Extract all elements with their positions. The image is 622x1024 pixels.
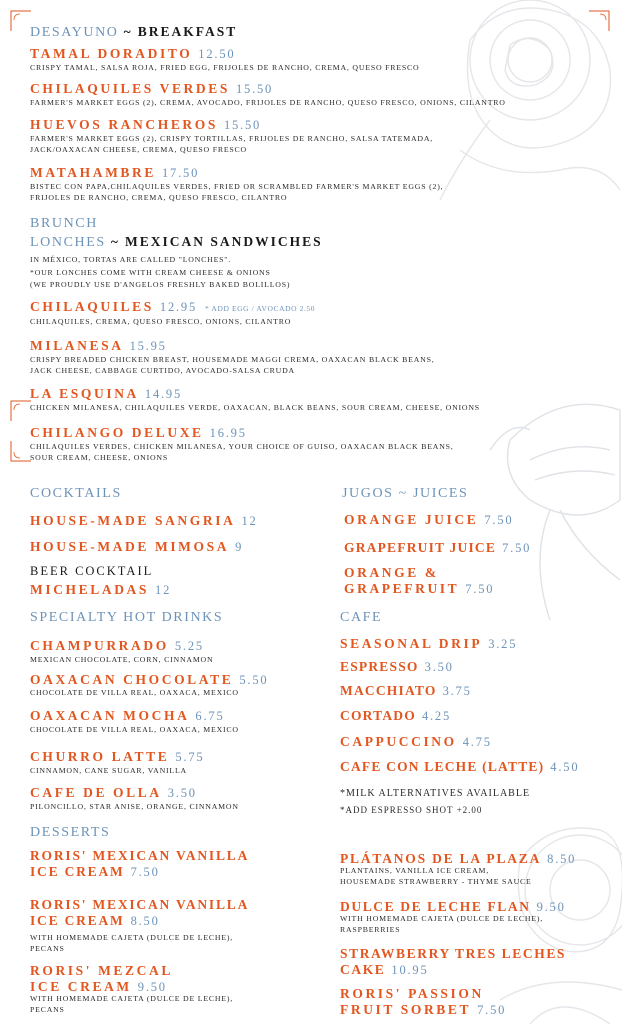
menu-item: RORIS' MEZCAL ICE CREAM 9.50	[30, 963, 173, 994]
item-description: CHILAQUILES VERDES, CHICKEN MILANESA, YOUR CHOICE OF GUISO, OAXACAN BLACK BEANS, SOUR CREAM, CHEESE, ONIONS	[30, 442, 454, 462]
item-description: PILONCILLO, STAR ANISE, ORANGE, CINNAMON	[30, 802, 239, 811]
menu-item: RORIS' MEXICAN VANILLA ICE CREAM 7.50	[30, 848, 250, 879]
menu-item: RORIS' PASSION FRUIT SORBET 7.50	[340, 986, 507, 1017]
menu-item: ESPRESSO 3.50	[340, 659, 454, 674]
menu-item: MICHELADAS 12	[30, 582, 172, 597]
item-description: BISTEC CON PAPA,CHILAQUILES VERDES, FRIED OR SCRAMBLED FARMER'S MARKET EGGS (2), FRIJOLES DE RANCHO, CREMA, QUESO FRESCO, CILANTRO	[30, 182, 444, 202]
menu-item: MATAHAMBRE 17.50	[30, 165, 200, 180]
corner-ornament-left-middle	[10, 400, 32, 422]
menu-item: OAXACAN CHOCOLATE 5.50	[30, 672, 269, 687]
cocktails-heading: COCKTAILS	[30, 486, 122, 501]
item-description: WITH HOMEMADE CAJETA (DULCE DE LECHE), RASPBERRIES	[340, 914, 544, 934]
menu-item: CAPPUCCINO 4.75	[340, 734, 492, 749]
menu-item: HOUSE-MADE MIMOSA 9	[30, 539, 244, 554]
lonches-notes: IN MÉXICO, TORTAS ARE CALLED "LONCHES". *OUR LONCHES COME WITH CREAM CHEESE & ONIONS (WE PROUDLY USE D'ANGELOS FRESHLY BAKED BOLILLOS)	[30, 255, 291, 289]
item-description: CHILAQUILES, CREMA, QUESO FRESCO, ONIONS, CILANTRO	[30, 317, 292, 326]
juices-heading: JUGOS ~ JUICES	[342, 486, 469, 501]
menu-item: CHILAQUILES VERDES 15.50	[30, 81, 274, 96]
menu-item: CHILANGO DELUXE 16.95	[30, 425, 247, 440]
menu-item: GRAPEFRUIT JUICE 7.50	[344, 540, 532, 555]
breakfast-heading: DESAYUNO ~ BREAKFAST	[30, 24, 238, 40]
menu-item: DULCE DE LECHE FLAN 9.50	[340, 899, 566, 914]
menu-item: CHILAQUILES 12.95 * ADD EGG / AVOCADO 2.50	[30, 299, 316, 314]
item-description: WITH HOMEMADE CAJETA (DULCE DE LECHE), PECANS	[30, 994, 234, 1014]
item-description: CRISPY BREADED CHICKEN BREAST, HOUSEMADE MAGGI CREMA, OAXACAN BLACK BEANS, JACK CHEESE, CABBAGE CURTIDO, AVOCADO-SALSA CRUDA	[30, 355, 435, 375]
brunch-heading: BRUNCH	[30, 216, 98, 231]
menu-item: ORANGE & GRAPEFRUIT 7.50	[344, 565, 495, 596]
menu-item: MILANESA 15.95	[30, 338, 167, 353]
menu-item: TAMAL DORADITO 12.50	[30, 46, 236, 61]
item-description: MEXICAN CHOCOLATE, CORN, CINNAMON	[30, 655, 214, 664]
item-description: CHICKEN MILANESA, CHILAQUILES VERDE, OAXACAN, BLACK BEANS, SOUR CREAM, CHEESE, ONIONS	[30, 403, 480, 412]
menu-item: RORIS' MEXICAN VANILLA ICE CREAM 8.50	[30, 897, 250, 928]
menu-item: CHAMPURRADO 5.25	[30, 638, 204, 653]
corner-ornament-bottom-left	[10, 440, 32, 462]
lonches-heading: LONCHES ~ MEXICAN SANDWICHES	[30, 234, 323, 250]
menu-item: ORANGE JUICE 7.50	[344, 512, 514, 527]
item-description: PLANTAINS, VANILLA ICE CREAM, HOUSEMADE STRAWBERRY - THYME SAUCE	[340, 866, 532, 886]
menu-item: CAFE DE OLLA 3.50	[30, 785, 197, 800]
item-description: CINNAMON, CANE SUGAR, VANILLA	[30, 766, 187, 775]
menu-item: STRAWBERRY TRES LECHES CAKE 10.95	[340, 946, 567, 977]
menu-item: PLÁTANOS DE LA PLAZA 8.50	[340, 851, 577, 866]
item-description: WITH HOMEMADE CAJETA (DULCE DE LECHE), PECANS	[30, 933, 234, 953]
item-description: FARMER'S MARKET EGGS (2), CREMA, AVOCADO, FRIJOLES DE RANCHO, QUESO FRESCO, ONIONS, CILANTRO	[30, 98, 506, 107]
corner-ornament-top-right	[588, 10, 610, 32]
item-description: FARMER'S MARKET EGGS (2), CRISPY TORTILLAS, FRIJOLES DE RANCHO, SALSA TATEMADA, JACK/OAXACAN CHEESE, CREMA, QUESO FRESCO	[30, 134, 434, 154]
cafe-notes: *MILK ALTERNATIVES AVAILABLE *ADD ESPRESSO SHOT +2.00	[340, 788, 531, 815]
menu-item: CHURRO LATTE 5.75	[30, 749, 205, 764]
menu-item: SEASONAL DRIP 3.25	[340, 636, 518, 651]
item-description: CRISPY TAMAL, SALSA ROJA, FRIED EGG, FRIJOLES DE RANCHO, CREMA, QUESO FRESCO	[30, 63, 420, 72]
menu-item: LA ESQUINA 14.95	[30, 386, 183, 401]
corner-ornament-top-left	[10, 10, 32, 32]
menu-item: CAFE CON LECHE (LATTE) 4.50	[340, 759, 580, 774]
menu-item: HUEVOS RANCHEROS 15.50	[30, 117, 262, 132]
menu-item: HOUSE-MADE SANGRIA 12	[30, 513, 258, 528]
hot-drinks-heading: SPECIALTY HOT DRINKS	[30, 610, 224, 625]
menu-item: CORTADO 4.25	[340, 708, 452, 723]
beer-cocktail-label: BEER COCKTAIL	[30, 564, 154, 578]
menu-item: OAXACAN MOCHA 6.75	[30, 708, 225, 723]
desserts-heading: DESSERTS	[30, 825, 111, 840]
menu-item: MACCHIATO 3.75	[340, 683, 472, 698]
cafe-heading: CAFE	[340, 610, 383, 625]
item-description: CHOCOLATE DE VILLA REAL, OAXACA, MEXICO	[30, 688, 239, 697]
item-description: CHOCOLATE DE VILLA REAL, OAXACA, MEXICO	[30, 725, 239, 734]
